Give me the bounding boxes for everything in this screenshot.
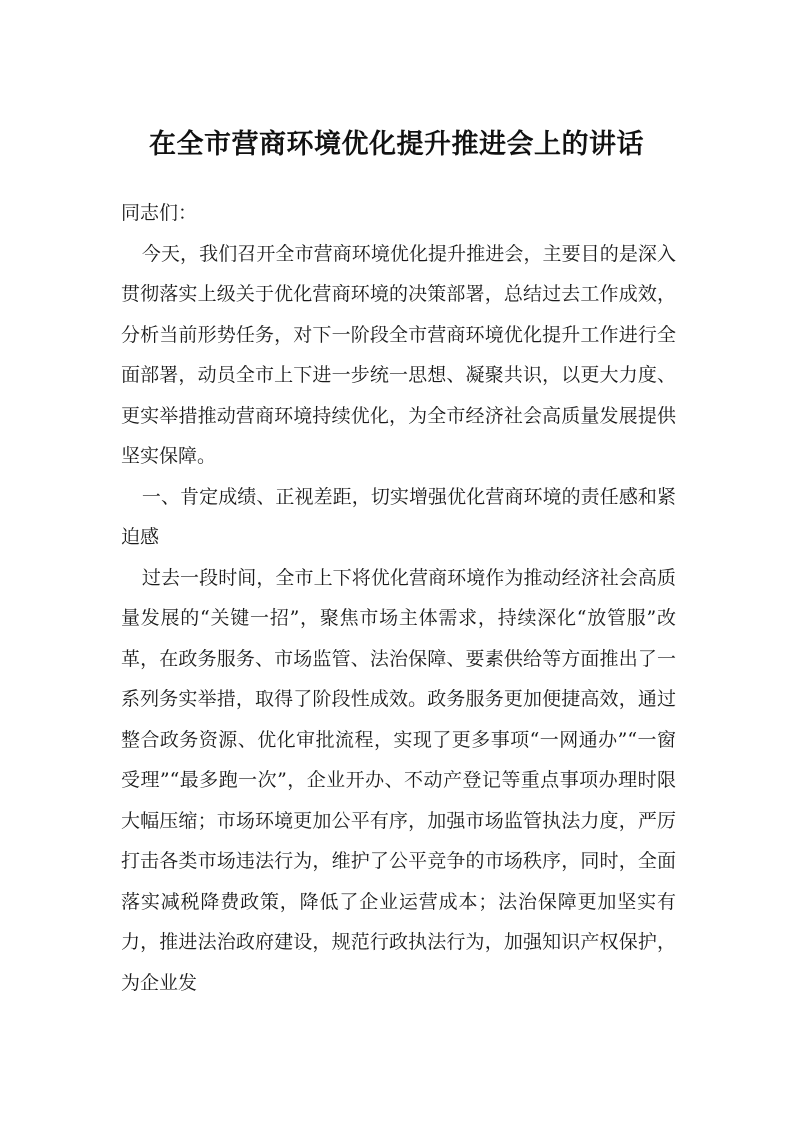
paragraph-achievements: 过去一段时间，全市上下将优化营商环境作为推动经济社会高质量发展的“关键一招”，聚焦市场主体需求，持续深化“放管服”改革，在政务服务、市场监管、法治保障、要素供给等方面推出了一系列务实举措，取得了阶段性成效。政务服务更加便捷高效，通过整合政务资源、优化审批流程，实现了更多事项“一网通办”“一窗受理”“最多跑一次”，企业开办、不动产登记等重点事项办理时限大幅压缩；市场环境更加公平有序，加强市场监管执法力度，严厉打击各类市场违法行为，维护了公平竞争的市场秩序，同时，全面落实减税降费政策，降低了企业运营成本；法治保障更加坚实有力，推进法治政府建设，规范行政执法行为，加强知识产权保护，为企业发 [121,566,676,994]
document-title: 在全市营商环境优化提升推进会上的讲话 [149,129,644,160]
section-heading-1: 一、肯定成绩、正视差距，切实增强优化营商环境的责任感和紧迫感 [121,485,676,548]
salutation: 同志们： [121,202,198,224]
document-body [121,193,676,1003]
paragraph-opening: 今天，我们召开全市营商环境优化提升推进会，主要目的是深入贯彻落实上级关于优化营商环境的决策部署，总结过去工作成效，分析当前形势任务，对下一阶段全市营商环境优化提升工作进行全面部署，动员全市上下进一步统一思想、凝聚共识，以更大力度、更实举措推动营商环境持续优化，为全市经济社会高质量发展提供坚实保障。 [121,242,676,467]
